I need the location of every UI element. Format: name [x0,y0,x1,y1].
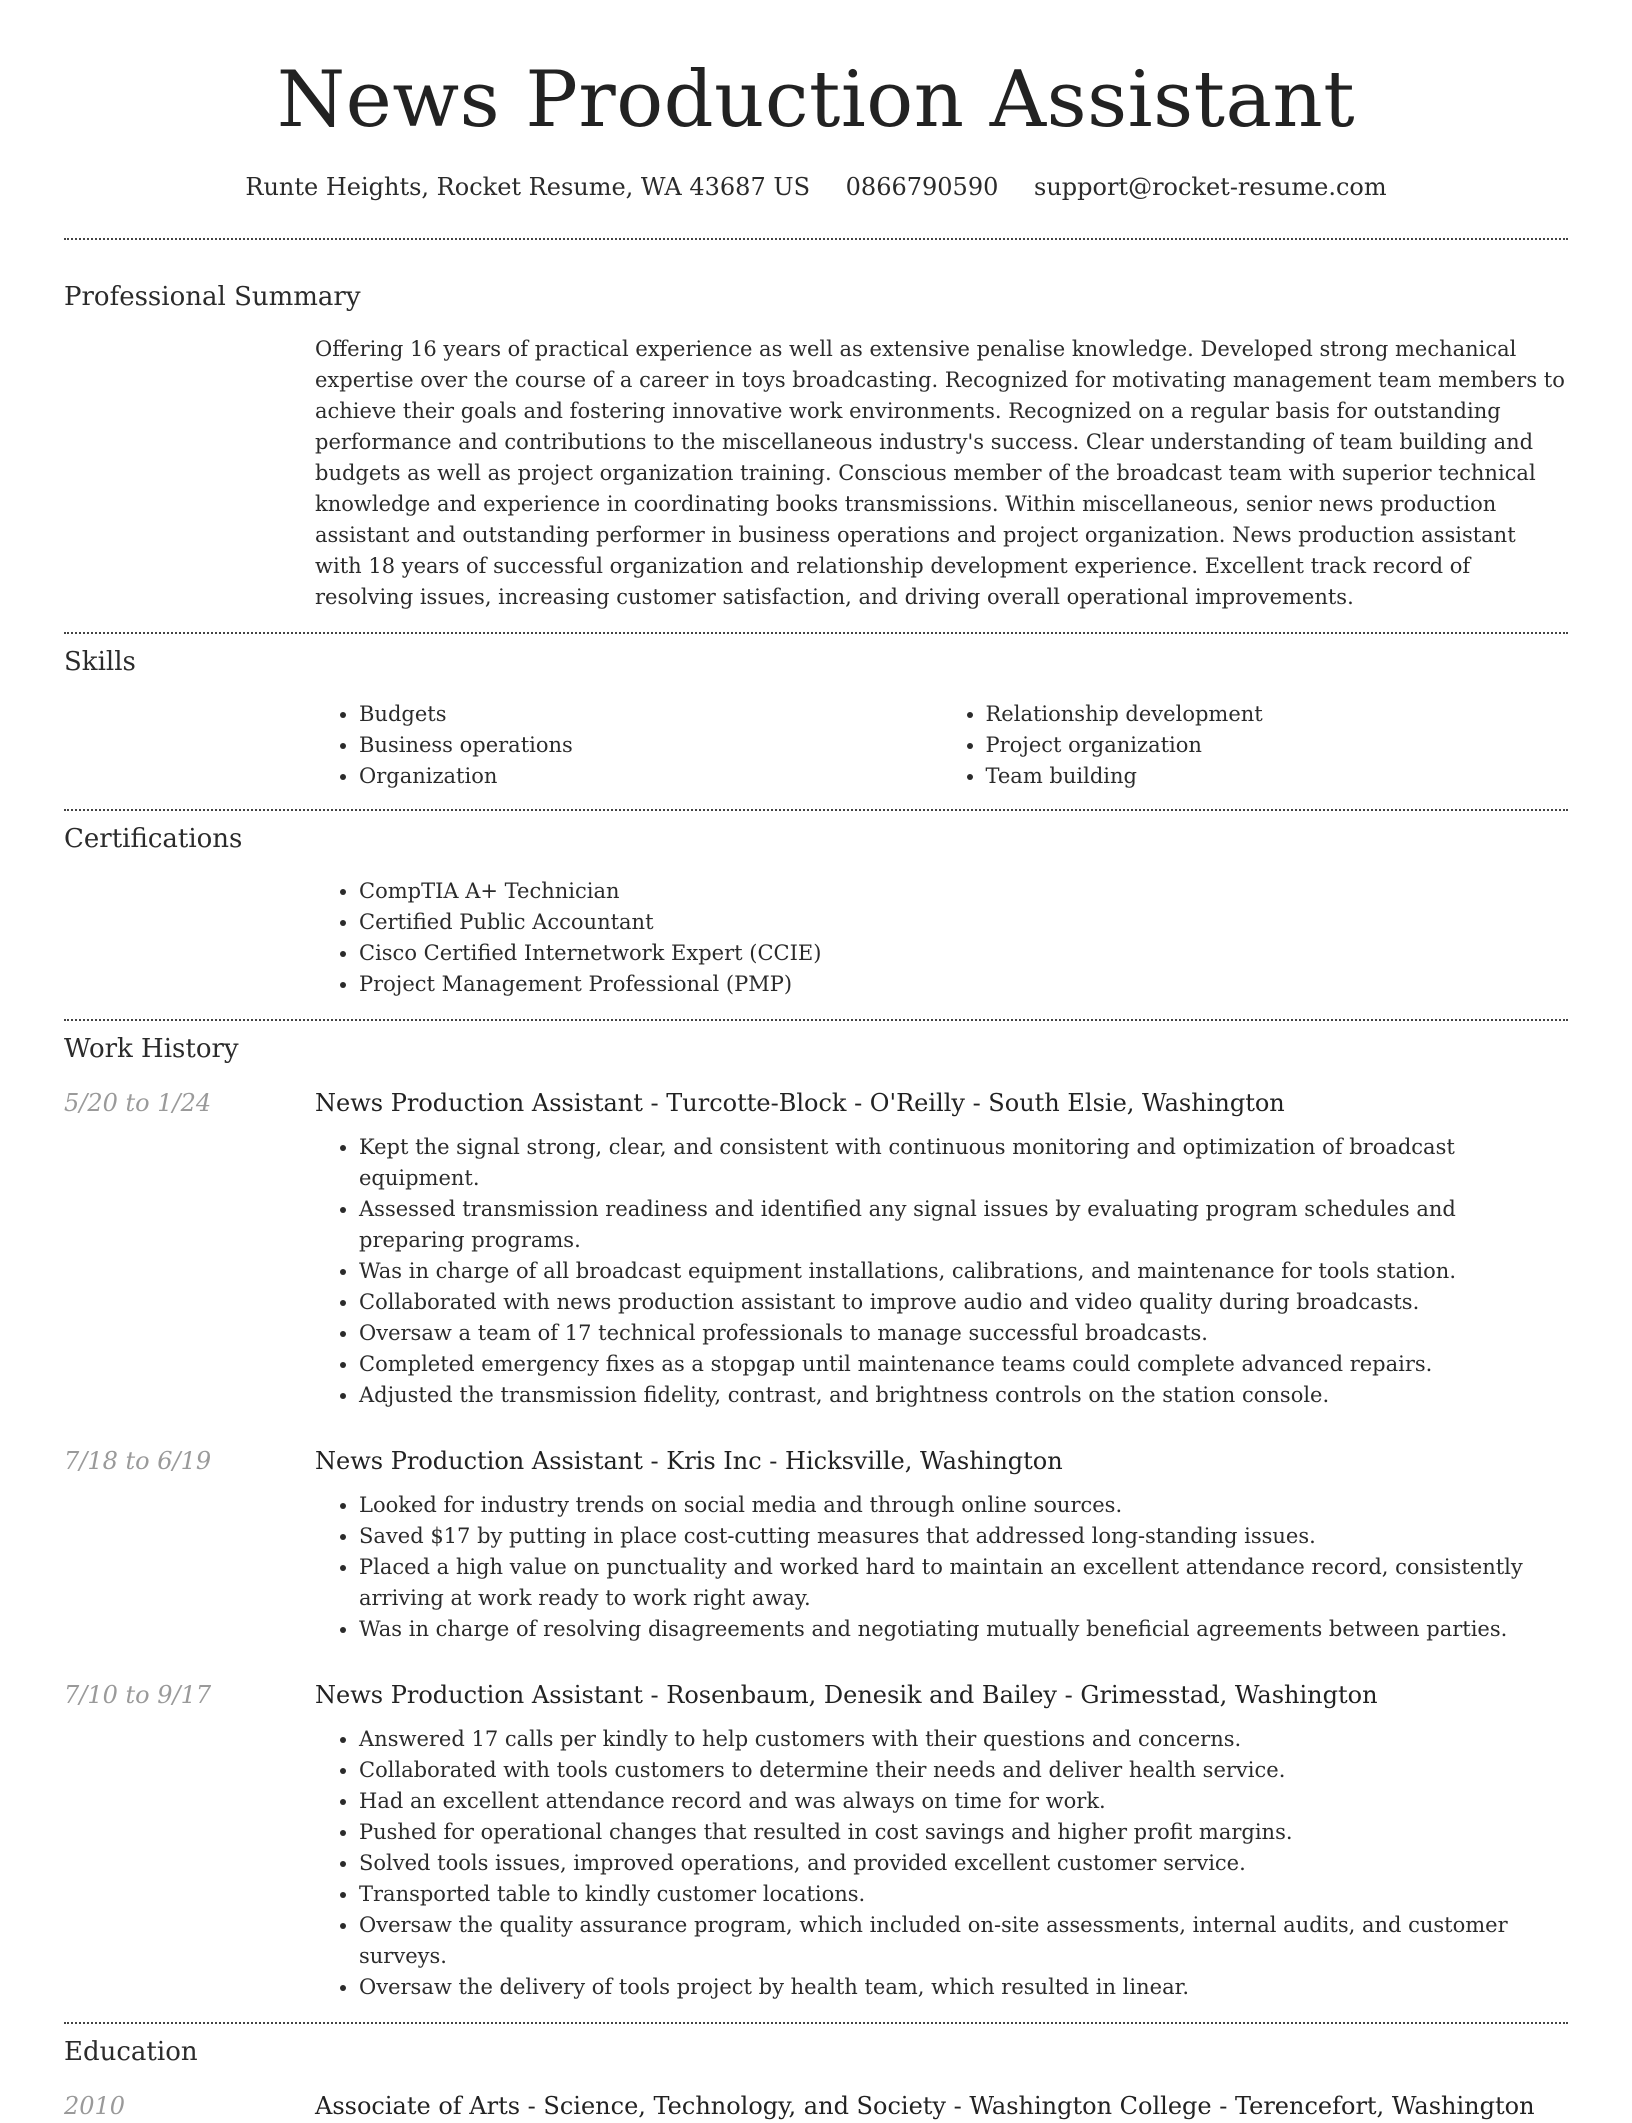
skill-item: • Team building [986,761,1569,792]
skill-item: • Organization [359,761,942,792]
job-bullet: • Adjusted the transmission fidelity, contrast, and brightness controls on the station console. [359,1380,1568,1411]
job-bullet: • Had an excellent attendance record and was always on time for work. [359,1786,1568,1817]
job-bullet: • Collaborated with news production assistant to improve audio and video quality during broadcasts. [359,1287,1568,1318]
education-year: 2010 [64,2092,126,2120]
job-bullet: • Oversaw the delivery of tools project by health team, which resulted in linear. [359,1972,1568,2003]
job-bullet: • Looked for industry trends on social media and through online sources. [359,1490,1568,1521]
section-title: Certifications [64,824,243,854]
job-title: News Production Assistant - Rosenbaum, Denesik and Bailey - Grimesstad, Washington [315,1681,1378,1709]
job-bullet: • Solved tools issues, improved operations, and provided excellent customer service. [359,1848,1568,1879]
job-entry [64,1678,1568,2003]
phone: 0866790590 [845,173,999,201]
job-dates: 7/18 to 6/19 [64,1447,212,1475]
education-entry [64,2089,1568,2123]
skill-item: • Relationship development [986,699,1569,730]
summary-body [315,334,1568,613]
address: Runte Heights, Rocket Resume, WA 43687 US [245,173,811,201]
certification-item: • CompTIA A+ Technician [359,876,1568,907]
certification-item: • Cisco Certified Internetwork Expert (CCIE) [359,938,1568,969]
job-title: News Production Assistant - Turcotte-Block - O'Reilly - South Elsie, Washington [315,1089,1285,1117]
work-history-section [64,1021,1568,2003]
education-title: Associate of Arts - Science, Technology, and Society - Washington College - Terencefort, Washington [315,2092,1535,2120]
skills-column-right [942,699,1569,792]
certifications-list [315,876,1568,1000]
job-bullet: • Was in charge of resolving disagreements and negotiating mutually beneficial agreements between parties. [359,1614,1568,1645]
job-bullet: • Transported table to kindly customer locations. [359,1879,1568,1910]
section-title: Skills [64,647,136,677]
job-bullet: • Placed a high value on punctuality and worked hard to maintain an excellent attendance record, consistently arriving at work ready to work right away. [359,1552,1568,1614]
email: support@rocket-resume.com [1034,173,1387,201]
section-title: Professional Summary [64,282,361,312]
job-bullet: • Completed emergency fixes as a stopgap until maintenance teams could complete advanced repairs. [359,1349,1568,1380]
job-bullet: • Collaborated with tools customers to determine their needs and deliver health service. [359,1755,1568,1786]
contact-line [64,170,1568,204]
summary-section [64,240,1568,613]
certification-item: • Certified Public Accountant [359,907,1568,938]
job-bullet: • Was in charge of all broadcast equipment installations, calibrations, and maintenance for tools station. [359,1256,1568,1287]
job-bullets [315,1724,1568,2003]
resume-header [64,0,1568,204]
job-bullet: • Kept the signal strong, clear, and consistent with continuous monitoring and optimization of broadcast equipment. [359,1132,1568,1194]
job-entry [64,1086,1568,1411]
job-bullets [315,1490,1568,1645]
education-section [64,2024,1568,2123]
certifications-section [64,811,1568,1000]
job-bullet: • Pushed for operational changes that resulted in cost savings and higher profit margins. [359,1817,1568,1848]
job-entry [64,1444,1568,1645]
job-bullet: • Oversaw a team of 17 technical professionals to manage successful broadcasts. [359,1318,1568,1349]
section-title: Education [64,2037,198,2067]
skill-item: • Business operations [359,730,942,761]
job-title: News Production Assistant - Kris Inc - Hicksville, Washington [315,1447,1063,1475]
job-bullets [315,1132,1568,1411]
skills-column-left [315,699,942,792]
job-dates: 5/20 to 1/24 [64,1089,212,1117]
summary-text: Offering 16 years of practical experience as well as extensive penalise knowledge. Developed strong mechanical expertise over the course of a career in toys broadcasting. Recognized for motivating management team members to achieve their goals and fostering innovative work environments. Recognized on a regular basis for outstanding performance and contributions to the miscellaneous industry's success. Clear understanding of team building and budgets as well as project organization training. Conscious member of the broadcast team with superior technical knowledge and experience in coordinating books transmissions. Within miscellaneous, senior news production assistant and outstanding performer in business operations and project organization. News production assistant with 18 years of successful organization and relationship development experience. Excellent track record of resolving issues, increasing customer satisfaction, and driving overall operational improvements. [315,337,1565,609]
job-dates: 7/10 to 9/17 [64,1681,212,1709]
skill-item: • Budgets [359,699,942,730]
skills-section [64,634,1568,792]
job-bullet: • Saved $17 by putting in place cost-cutting measures that addressed long-standing issues. [359,1521,1568,1552]
skill-item: • Project organization [986,730,1569,761]
candidate-name: News Production Assistant [276,55,1356,145]
job-bullet: • Assessed transmission readiness and identified any signal issues by evaluating program schedules and preparing programs. [359,1194,1568,1256]
job-bullet: • Answered 17 calls per kindly to help customers with their questions and concerns. [359,1724,1568,1755]
skills-list [315,699,1568,792]
section-title: Work History [64,1034,239,1064]
certification-item: • Project Management Professional (PMP) [359,969,1568,1000]
job-bullet: • Oversaw the quality assurance program, which included on-site assessments, internal audits, and customer surveys. [359,1910,1568,1972]
